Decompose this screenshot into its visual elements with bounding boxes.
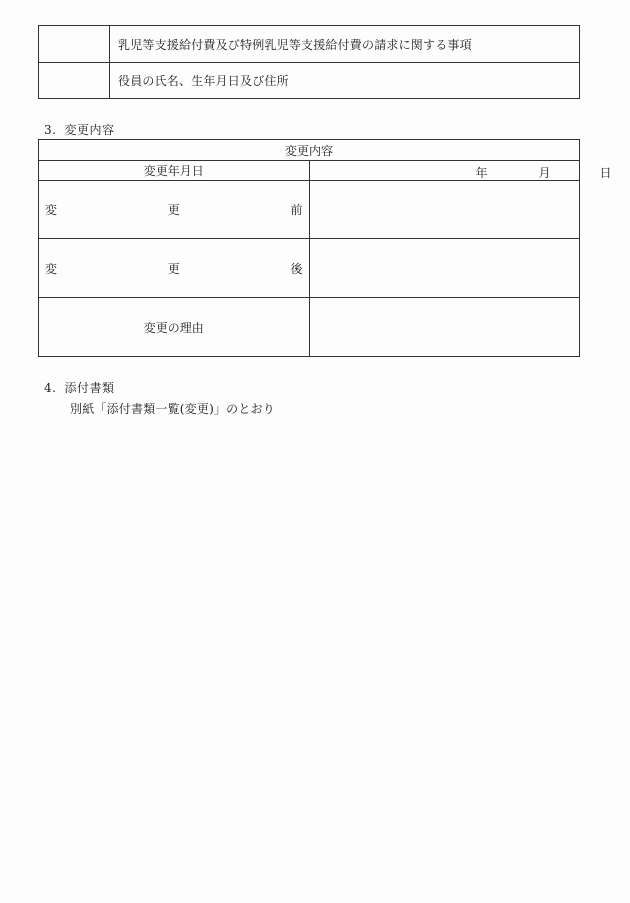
table-row xyxy=(39,26,580,63)
section-4-heading xyxy=(44,379,114,396)
after-change-label xyxy=(39,239,310,298)
label-char: 更 xyxy=(167,203,180,217)
table-row xyxy=(39,63,580,99)
before-change-field[interactable] xyxy=(309,181,580,239)
before-change-row xyxy=(39,181,580,239)
after-change-field[interactable] xyxy=(309,239,580,298)
before-change-label xyxy=(39,181,310,239)
section-title: 変更内容 xyxy=(64,123,115,137)
label-char: 更 xyxy=(167,261,180,276)
change-date-field[interactable] xyxy=(309,161,612,181)
table-caption: 変更内容 xyxy=(39,140,580,161)
after-change-row xyxy=(39,239,580,298)
change-date-label: 変更年月日 xyxy=(39,161,310,181)
items-table xyxy=(38,25,580,99)
section-title: 添付書類 xyxy=(64,381,115,395)
item-label: 役員の氏名、生年月日及び住所 xyxy=(110,63,580,99)
label-char: 変 xyxy=(45,261,58,276)
year-unit: 年 xyxy=(475,166,488,180)
change-date-row xyxy=(39,161,580,181)
check-cell[interactable] xyxy=(39,26,110,63)
section-3-heading xyxy=(44,121,114,138)
reason-label: 変更の理由 xyxy=(39,298,310,357)
label-char: 後 xyxy=(290,261,303,276)
month-unit: 月 xyxy=(538,166,551,180)
table-caption-row xyxy=(39,140,580,161)
change-details-table xyxy=(38,139,612,357)
day-unit: 日 xyxy=(599,166,612,180)
item-label: 乳児等支援給付費及び特例乳児等支援給付費の請求に関する事項 xyxy=(110,26,580,63)
label-char: 変 xyxy=(45,203,58,217)
section-number: 4. xyxy=(44,381,57,395)
attachment-note: 別紙「添付書類一覧(変更)」のとおり xyxy=(70,402,275,416)
reason-row xyxy=(39,298,580,357)
check-cell[interactable] xyxy=(39,63,110,99)
label-char: 前 xyxy=(290,203,303,217)
section-number: 3. xyxy=(44,123,57,137)
reason-field[interactable] xyxy=(309,298,580,357)
